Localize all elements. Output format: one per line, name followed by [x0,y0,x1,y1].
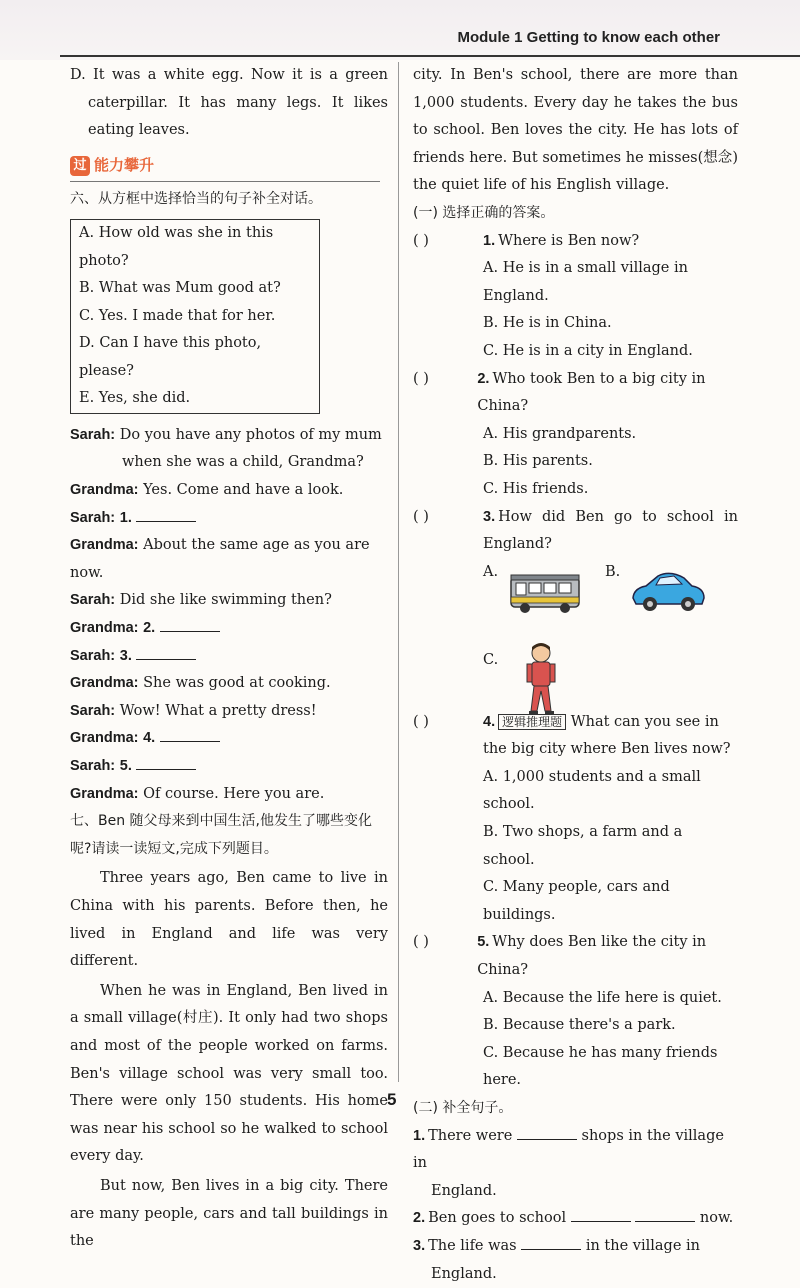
fill-item-3-cont: England. [431,1265,497,1282]
answer-paren[interactable]: ( ) [413,713,429,730]
speaker: Grandma: [70,620,139,637]
option: B. Because there's a park. [483,1017,676,1034]
line-text: She was good at cooking. [143,675,331,692]
fill-post: shops in the village in [413,1127,724,1172]
page-number: 5 [387,1090,397,1109]
question-text: Why does Ben like the city in China? [477,934,707,979]
option: A. Because the life here is quiet. [483,989,722,1006]
answer-blank[interactable] [160,727,220,742]
dialogue-line [70,725,388,753]
speaker: Sarah: [70,426,116,443]
answer-blank[interactable] [136,507,196,522]
passage-paragraph-2: When he was in England, Ben lived in a small village(村庄). It only had two shops and most of the people worked on farms. Ben's village school was very small too. There were only 150 students. His home was near his school so he walked to school every day. [70,982,388,1165]
dialogue-line [70,505,388,533]
ability-banner [70,151,380,182]
fill-blank[interactable] [517,1125,577,1140]
option: B. Two shops, a farm and a school. [483,824,683,868]
options-box [70,219,320,414]
right-column [413,62,738,1288]
line-text: Did she like swimming then? [119,592,332,609]
dialogue-line [70,449,388,477]
answer-blank[interactable] [136,645,196,660]
header-rule [60,55,800,57]
question-3 [413,504,738,559]
dialogue-line [70,587,388,615]
question-number: 2. [477,370,490,387]
line-text: Do you have any photos of my mum [119,426,382,443]
fill-blank[interactable] [635,1207,695,1222]
question-2 [413,366,738,421]
speaker: Sarah: [70,702,116,719]
question-text: Where is Ben now? [498,232,640,249]
speaker: Grandma: [70,730,139,747]
logic-tag: 逻辑推理题 [498,714,566,730]
answer-paren[interactable]: ( ) [413,370,429,387]
question-text: How did Ben go to school in England? [483,508,738,553]
answer-paren[interactable]: ( ) [413,508,429,525]
answer-blank[interactable] [136,755,196,770]
dialogue-line [70,477,388,505]
option: C. Many people, cars and buildings. [483,879,670,923]
fill-pre: The life was [428,1237,517,1254]
passage-paragraph-3: But now, Ben lives in a big city. There are many people, cars and tall buildings in the [70,1177,388,1250]
question-1 [413,228,738,256]
car-illustration [628,564,708,619]
bus-illustration [508,571,583,616]
column-divider [398,62,399,1082]
option: B. His parents. [483,453,593,470]
dialogue-line [70,615,388,643]
speaker: Grandma: [70,482,139,499]
fill-number: 3. [413,1237,426,1254]
speaker: Sarah: [70,758,116,774]
question-text: Who took Ben to a big city in China? [477,370,706,415]
option: C. Because he has many friends here. [483,1044,718,1089]
option: A. 1,000 students and a small school. [483,768,701,813]
section-six-title: 六、从方框中选择恰当的句子补全对话。 [70,190,322,207]
option: B. He is in China. [483,315,612,332]
question-5 [413,929,738,984]
fill-blank[interactable] [571,1207,631,1222]
picture-label-c: C. [483,651,499,668]
question-number: 3. [483,508,496,525]
question-text: What can you see in the big city where Ben lives now? [483,713,731,758]
part-one-title: (一) 选择正确的答案。 [413,204,555,221]
speaker: Grandma: [70,675,139,692]
answer-paren[interactable]: ( ) [413,934,429,951]
ability-title: 能力攀升 [94,155,155,174]
option: A. He is in a small village in England. [483,260,688,304]
speaker: Sarah: [70,592,116,609]
dialogue-line [70,643,388,671]
fill-post: in the village in [585,1237,700,1254]
picture-label-b: B. [605,563,621,580]
option: A. His grandparents. [483,425,637,442]
question-number: 1. [483,232,496,249]
fill-pre: There were [428,1127,513,1144]
speaker: Grandma: [70,537,139,554]
fill-number: 2. [413,1210,426,1227]
passage-paragraph-3-cont: city. In Ben's school, there are more than 1,000 students. Every day he takes the bus to school. Ben loves the city. He has lots of friends here. But sometimes he misses(想念) the quiet life of his English village. [413,67,738,194]
fill-number: 1. [413,1127,426,1144]
option: C. He is in a city in England. [483,342,693,359]
fill-pre: Ben goes to school [428,1210,567,1227]
blank-number: 3. [119,647,132,664]
line-text: when she was a child, Grandma? [122,454,364,471]
question-number: 4. [483,713,496,730]
fill-post: now. [699,1210,734,1227]
blank-number: 4. [143,730,156,747]
line-text: Yes. Come and have a look. [143,482,344,499]
option: C. His friends. [483,480,589,497]
ability-icon: 过 [70,156,90,176]
speaker: Sarah: [70,509,116,526]
line-text: Wow! What a pretty dress! [119,702,317,719]
fill-blank[interactable] [521,1235,581,1250]
question-4 [413,709,738,764]
running-header: Module 1 Getting to know each other [457,29,720,46]
fill-item-2 [413,1205,738,1233]
dialogue-line [70,670,388,698]
answer-paren[interactable]: ( ) [413,232,429,249]
q3-picture-options [413,559,738,709]
fill-item-1-cont: England. [431,1182,497,1199]
boy-walking-illustration [521,641,561,719]
fill-item-1 [413,1123,738,1178]
box-option: A. How old was she in this photo? [79,225,274,269]
line-text: Of course. Here you are. [143,785,325,802]
dialogue-line [70,781,388,809]
answer-blank[interactable] [160,617,220,632]
blank-number: 2. [143,620,156,637]
question-number: 5. [477,934,490,951]
box-option: E. Yes, she did. [79,390,191,407]
passage-paragraph-1: Three years ago, Ben came to live in China with his parents. Before then, he lived in England and life was very different. [70,870,388,970]
speaker: Sarah: [70,647,116,664]
dialogue-line [70,422,388,450]
dialogue-line [70,532,388,587]
picture-label-a: A. [483,563,499,580]
dialogue [70,422,388,808]
speaker: Grandma: [70,785,139,802]
dialogue-line [70,698,388,726]
left-column [70,62,388,1256]
section-seven-title: 七、Ben 随父母来到中国生活,他发生了哪些变化呢?请读一读短文,完成下列题目。 [70,813,372,857]
part-two-title: (二) 补全句子。 [413,1100,513,1116]
blank-number: 1. [119,509,132,526]
blank-number: 5. [119,758,132,774]
box-option: B. What was Mum good at? [79,280,281,297]
dialogue-line [70,753,388,781]
box-option: C. Yes. I made that for her. [79,307,276,324]
fill-item-3 [413,1233,738,1261]
option-d-text: D. It was a white egg. Now it is a green caterpillar. It has many legs. It likes eating leaves. [70,67,388,139]
line-text: About the same age as you are now. [70,537,370,581]
box-option: D. Can I have this photo, please? [79,335,262,379]
